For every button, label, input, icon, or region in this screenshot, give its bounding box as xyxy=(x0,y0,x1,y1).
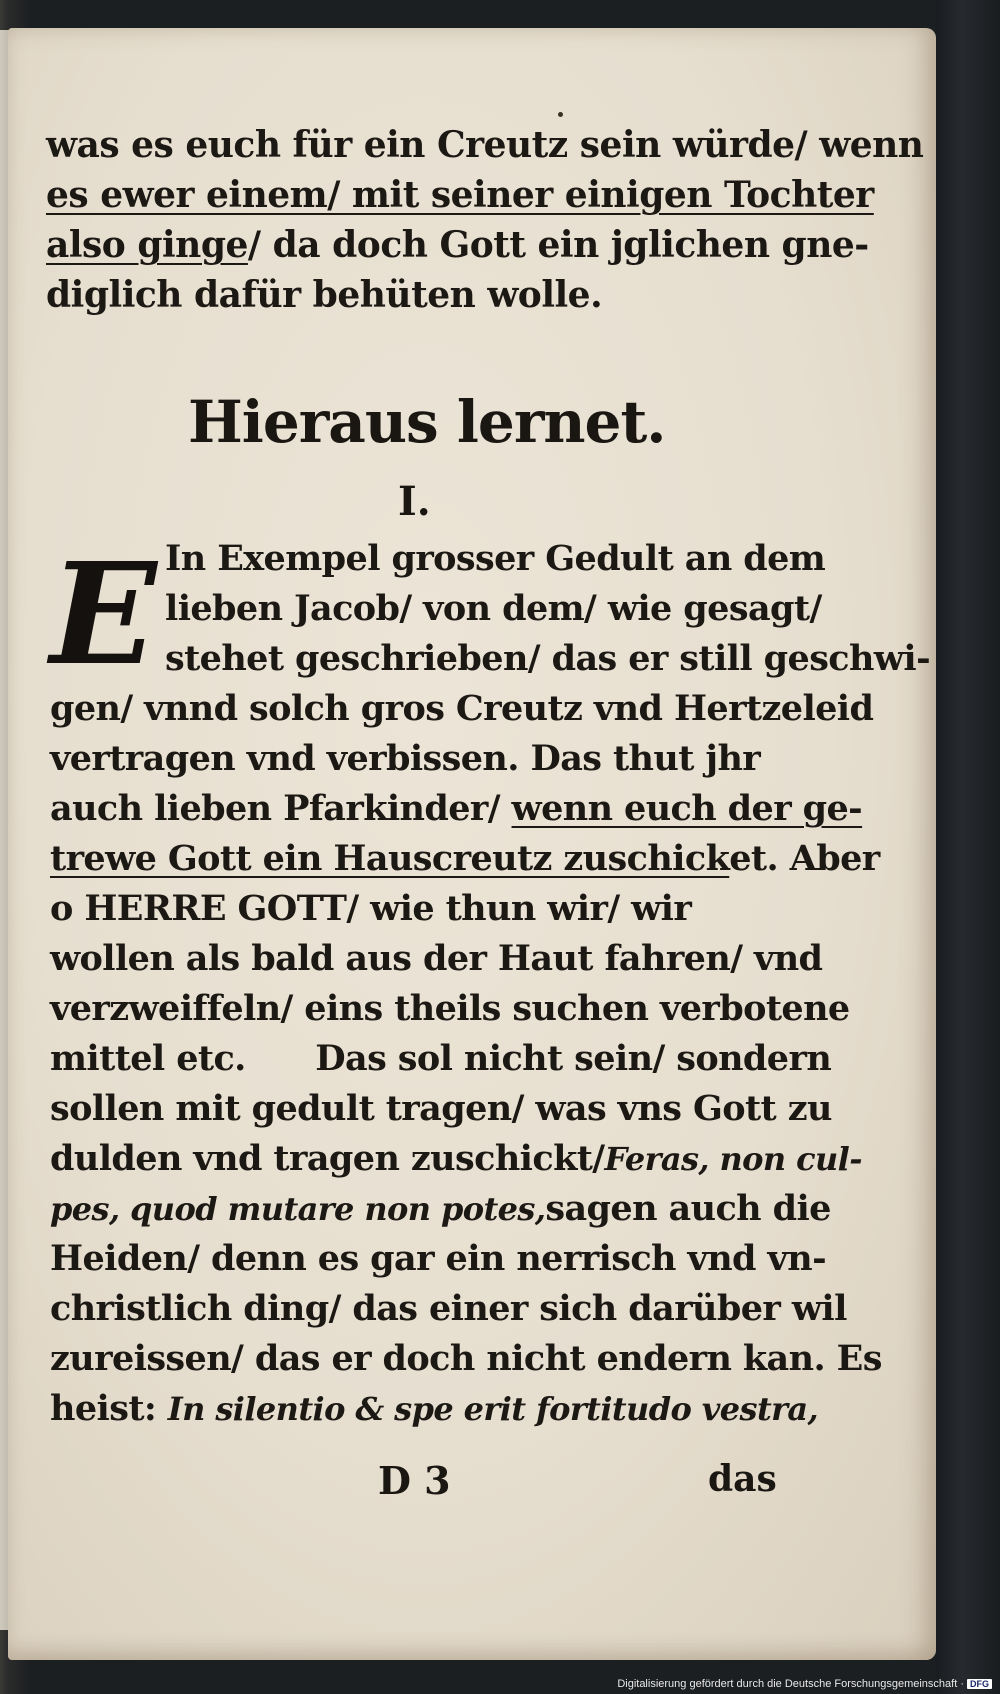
text-line: vertragen vnd verbissen. Das thut jhr xyxy=(50,738,761,779)
text-line: stehet geschrieben/ das er still geschwi- xyxy=(165,638,931,679)
ink-dot xyxy=(558,112,563,117)
latin-phrase: pes, quod mutare non potes, xyxy=(50,1190,546,1228)
underlined-phrase: also ginge xyxy=(46,224,248,266)
section-numeral: I. xyxy=(398,478,431,525)
credit-text: Digitalisierung gefördert durch die Deutsche Forschungsgemeinschaft · xyxy=(617,1678,964,1690)
latin-phrase: In silentio & spe erit fortitudo vestra, xyxy=(167,1390,819,1428)
text-segment: auch lieben Pfarkinder/ xyxy=(50,788,512,829)
text-line xyxy=(50,838,880,888)
text-line xyxy=(50,1138,862,1188)
text-segment: et. Aber xyxy=(729,838,880,879)
dfg-logo: DFG xyxy=(967,1679,992,1689)
text-line-underlined: es ewer einem/ mit seiner einigen Tochter xyxy=(46,174,874,216)
section-heading: Hieraus lernet. xyxy=(188,388,666,456)
text-line xyxy=(50,1388,819,1438)
top-paragraph xyxy=(46,120,924,320)
text-line: christlich ding/ das einer sich darüber wil xyxy=(50,1288,847,1329)
text-line xyxy=(46,220,869,270)
text-line: zureissen/ das er doch nicht endern kan. Es xyxy=(50,1338,882,1379)
underlined-phrase: wenn euch der ge- xyxy=(511,788,863,829)
text-line: mittel etc. Das sol nicht sein/ sondern xyxy=(50,1038,832,1079)
book-binding xyxy=(936,0,1000,1694)
text-line: wollen als bald aus der Haut fahren/ vnd xyxy=(50,938,823,979)
underlined-phrase: trewe Gott ein Hauscreutz zuschick xyxy=(50,838,730,879)
text-line: o HERRE GOTT/ wie thun wir/ wir xyxy=(50,888,692,929)
signature-mark: D 3 xyxy=(378,1458,451,1503)
text-line: verzweiffeln/ eins theils suchen verbotene xyxy=(50,988,850,1029)
text-segment: sagen auch die xyxy=(545,1188,831,1229)
text-line: sollen mit gedult tragen/ was vns Gott zu xyxy=(50,1088,832,1129)
latin-phrase: Feras, non cul- xyxy=(604,1140,862,1178)
text-line xyxy=(50,788,863,838)
text-line: In Exempel grosser Gedult an dem xyxy=(165,538,826,579)
text-segment: dulden vnd tragen zuschickt/ xyxy=(50,1138,605,1179)
catchword: das xyxy=(708,1458,777,1500)
text-line: was es euch für ein Creutz sein würde/ wenn xyxy=(46,124,924,166)
text-line: lieben Jacob/ von dem/ wie gesagt/ xyxy=(165,588,822,629)
book-page xyxy=(8,28,936,1660)
decorated-initial: E xyxy=(50,533,157,697)
text-line: diglich dafür behüten wolle. xyxy=(46,274,603,316)
text-line: gen/ vnnd solch gros Creutz vnd Hertzeleid xyxy=(50,688,874,729)
text-line xyxy=(50,1188,831,1238)
main-paragraph xyxy=(50,533,931,1438)
text-line-rest: / da doch Gott ein jglichen gne- xyxy=(247,224,869,266)
text-segment: heist: xyxy=(50,1388,168,1429)
digitization-credit xyxy=(617,1678,992,1690)
text-line: Heiden/ denn es gar ein nerrisch vnd vn- xyxy=(50,1238,827,1279)
